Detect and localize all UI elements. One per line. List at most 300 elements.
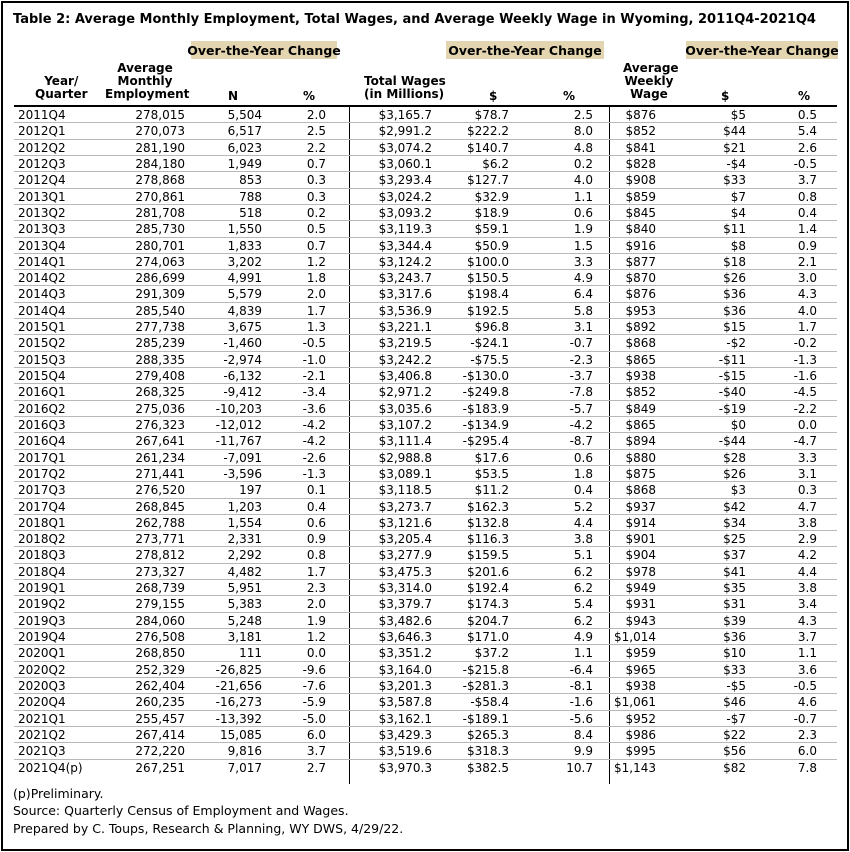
quarter-cell: 2017Q4: [18, 499, 66, 514]
awage-change-pct-cell: 4.6: [797, 695, 817, 710]
total-wages-cell: $2,971.2: [378, 385, 432, 400]
total-wages-cell: $3,243.7: [378, 271, 432, 286]
wage-change-pct-cell: 2.5: [573, 108, 593, 122]
avg-weekly-wage-cell: $908: [625, 173, 656, 188]
wage-change-pct-cell: 1.9: [573, 222, 593, 237]
awage-change-pct-cell: 0.8: [797, 189, 817, 204]
emp-change-pct-cell: -3.6: [302, 401, 326, 416]
wage-change-pct-cell: 6.2: [573, 581, 593, 596]
employment-cell: 252,329: [135, 662, 185, 677]
awage-change-dollar-cell: -$7: [726, 711, 746, 726]
employment-cell: 278,812: [135, 548, 185, 563]
quarter-cell: 2019Q4: [18, 630, 66, 644]
emp-change-pct-cell: 2.2: [306, 140, 326, 155]
total-wages-cell: $3,482.6: [378, 613, 432, 628]
total-wages-cell: $3,093.2: [378, 205, 432, 220]
wage-change-dollar-cell: $100.0: [467, 254, 509, 269]
awage-change-pct-cell: -0.2: [793, 336, 817, 351]
employment-cell: 280,701: [135, 238, 185, 253]
awage-change-dollar-cell: $39: [723, 613, 746, 628]
awage-change-pct-cell: 1.7: [797, 320, 817, 335]
awage-change-pct-cell: 2.1: [797, 254, 817, 269]
total-wages-cell: $3,646.3: [378, 630, 432, 644]
quarter-cell: 2013Q1: [18, 189, 66, 204]
quarter-cell: 2018Q2: [18, 532, 66, 547]
awage-change-dollar-cell: -$19: [718, 401, 746, 416]
awage-change-pct-cell: 1.4: [797, 222, 817, 237]
emp-change-pct-cell: 1.9: [306, 613, 326, 628]
avg-weekly-wage-cell: $914: [625, 515, 656, 530]
emp-change-pct-cell: 0.9: [306, 532, 326, 547]
table-row: [14, 531, 837, 547]
avg-weekly-wage-cell: $880: [625, 450, 656, 465]
total-wages-cell: $3,119.3: [378, 222, 432, 237]
quarter-cell: 2014Q3: [18, 287, 66, 302]
awage-change-pct-cell: -4.7: [793, 434, 817, 449]
employment-cell: 285,540: [135, 303, 185, 318]
wage-change-dollar-cell: $222.2: [467, 124, 509, 139]
quarter-cell: 2012Q4: [18, 173, 66, 188]
avg-weekly-wage-cell: $892: [625, 320, 656, 335]
header-employment-line1: Average: [117, 61, 173, 75]
emp-change-n-cell: -9,412: [223, 385, 262, 400]
employment-cell: 268,850: [135, 646, 185, 661]
total-wages-cell: $3,406.8: [378, 369, 432, 383]
emp-change-n-cell: 15,085: [220, 727, 262, 742]
header-avg-weekly-line2: Weekly: [624, 74, 674, 88]
quarter-cell: 2021Q1: [18, 711, 66, 726]
table-row: [14, 140, 837, 156]
wage-change-dollar-cell: $17.6: [474, 450, 509, 465]
avg-weekly-wage-cell: $952: [625, 711, 656, 726]
avg-weekly-wage-cell: $937: [625, 499, 656, 514]
table-row: [14, 662, 837, 678]
employment-cell: 276,520: [135, 483, 185, 498]
employment-cell: 268,739: [135, 581, 185, 596]
emp-change-n-cell: 788: [239, 189, 262, 204]
wage-change-pct-cell: -8.1: [569, 678, 593, 693]
wage-change-dollar-cell: $204.7: [467, 613, 509, 628]
employment-cell: 267,414: [135, 727, 185, 742]
quarter-cell: 2018Q3: [18, 548, 66, 563]
table-row: [14, 303, 837, 319]
wage-change-dollar-cell: $53.5: [474, 466, 509, 481]
wage-change-pct-cell: 4.0: [573, 173, 593, 188]
employment-cell: 275,036: [135, 401, 185, 416]
wage-change-dollar-cell: $78.7: [474, 108, 509, 122]
awage-change-pct-cell: -2.2: [793, 401, 817, 416]
wage-change-dollar-cell: -$24.1: [470, 336, 509, 351]
awage-change-pct-cell: 0.4: [797, 205, 817, 220]
wage-change-dollar-cell: $59.1: [474, 222, 509, 237]
employment-cell: 285,730: [135, 222, 185, 237]
emp-change-pct-cell: 2.5: [306, 124, 326, 139]
total-wages-cell: $3,089.1: [378, 466, 432, 481]
avg-weekly-wage-cell: $959: [625, 646, 656, 661]
avg-weekly-wage-cell: $852: [625, 124, 656, 139]
total-wages-cell: $3,024.2: [378, 189, 432, 204]
wage-change-pct-cell: 5.4: [573, 597, 593, 612]
total-wages-cell: $3,035.6: [378, 401, 432, 416]
employment-cell: 262,404: [135, 678, 185, 693]
wage-change-dollar-cell: $162.3: [467, 499, 509, 514]
emp-change-n-cell: 7,017: [227, 760, 262, 775]
awage-change-dollar-cell: $3: [730, 483, 746, 498]
table-row: [14, 596, 837, 612]
awage-change-pct-cell: -0.5: [793, 156, 817, 171]
wage-change-dollar-cell: $18.9: [474, 205, 509, 220]
quarter-cell: 2019Q3: [18, 613, 66, 628]
employment-cell: 267,251: [135, 760, 185, 775]
avg-weekly-wage-cell: $828: [625, 156, 656, 171]
awage-change-pct-cell: 3.8: [797, 515, 817, 530]
awage-change-dollar-cell: $56: [723, 744, 746, 759]
total-wages-cell: $3,111.4: [378, 434, 432, 449]
employment-cell: 262,788: [135, 515, 185, 530]
awage-change-dollar-cell: -$40: [718, 385, 746, 400]
emp-change-pct-cell: 0.3: [306, 173, 326, 188]
table-row: [14, 238, 837, 254]
emp-change-n-cell: 4,482: [227, 564, 262, 579]
awage-change-dollar-cell: $82: [723, 760, 746, 775]
awage-change-pct-cell: 0.3: [797, 483, 817, 498]
wage-change-pct-cell: -8.7: [569, 434, 593, 449]
awage-change-dollar-cell: $25: [723, 532, 746, 547]
awage-change-dollar-cell: $15: [723, 320, 746, 335]
quarter-cell: 2017Q3: [18, 483, 66, 498]
emp-change-n-cell: -21,656: [215, 678, 262, 693]
table-row: [14, 727, 837, 743]
awage-change-pct-cell: 5.4: [797, 124, 817, 139]
emp-change-pct-cell: -1.0: [302, 352, 326, 367]
emp-change-n-cell: 197: [239, 483, 262, 498]
table-row: [14, 433, 837, 449]
awage-change-pct-cell: 3.6: [797, 662, 817, 677]
awage-change-dollar-cell: $11: [723, 222, 746, 237]
wage-change-pct-cell: -6.4: [569, 662, 593, 677]
total-wages-cell: $3,164.0: [378, 662, 432, 677]
avg-weekly-wage-cell: $931: [625, 597, 656, 612]
table-row: [14, 270, 837, 286]
awage-change-dollar-cell: $10: [723, 646, 746, 661]
emp-change-pct-cell: 2.7: [306, 760, 326, 775]
wage-change-pct-cell: 0.6: [573, 450, 593, 465]
awage-change-dollar-cell: $33: [723, 173, 746, 188]
avg-weekly-wage-cell: $870: [625, 271, 656, 286]
emp-change-n-cell: -7,091: [223, 450, 262, 465]
emp-change-pct-cell: 0.8: [306, 548, 326, 563]
quarter-cell: 2013Q3: [18, 222, 66, 237]
employment-cell: 255,457: [135, 711, 185, 726]
wage-change-dollar-cell: $198.4: [467, 287, 509, 302]
employment-cell: 276,508: [135, 630, 185, 644]
emp-change-n-cell: -3,596: [223, 466, 262, 481]
table-row: [14, 694, 837, 710]
quarter-cell: 2015Q2: [18, 336, 66, 351]
header-quarter: [35, 75, 88, 101]
quarter-cell: 2015Q1: [18, 320, 66, 335]
wage-change-pct-cell: 4.8: [573, 140, 593, 155]
emp-change-pct-cell: 1.2: [306, 254, 326, 269]
table-row: [14, 678, 837, 694]
awage-change-dollar-cell: $5: [730, 108, 746, 122]
awage-change-dollar-cell: $41: [723, 564, 746, 579]
avg-weekly-wage-cell: $938: [625, 678, 656, 693]
quarter-cell: 2013Q4: [18, 238, 66, 253]
quarter-cell: 2020Q3: [18, 678, 66, 693]
quarter-cell: 2015Q4: [18, 369, 66, 383]
quarter-cell: 2016Q2: [18, 401, 66, 416]
total-wages-cell: $3,429.3: [378, 727, 432, 742]
wage-change-pct-cell: 10.7: [566, 760, 593, 775]
quarter-cell: 2020Q1: [18, 646, 66, 661]
quarter-cell: 2014Q2: [18, 271, 66, 286]
awage-change-dollar-cell: -$44: [718, 434, 746, 449]
weekly-wage-change-band: Over-the-Year Change: [685, 42, 839, 58]
emp-change-n-cell: -10,203: [215, 401, 262, 416]
emp-change-n-cell: 6,023: [227, 140, 262, 155]
quarter-cell: 2014Q1: [18, 254, 66, 269]
wage-change-dollar-cell: $382.5: [467, 760, 509, 775]
emp-change-n-cell: 1,550: [227, 222, 262, 237]
employment-cell: 281,708: [135, 205, 185, 220]
emp-change-pct-cell: -4.2: [302, 417, 326, 432]
awage-change-pct-cell: -1.6: [793, 369, 817, 383]
table-row: [14, 221, 837, 237]
wage-change-dollar-cell: -$183.9: [462, 401, 509, 416]
total-wages-cell: $3,293.4: [378, 173, 432, 188]
total-wages-cell: $3,118.5: [378, 483, 432, 498]
awage-change-pct-cell: 2.9: [797, 532, 817, 547]
wage-change-pct-cell: 5.8: [573, 303, 593, 318]
header-quarter-line1: Year/: [44, 74, 79, 88]
employment-cell: 278,015: [135, 108, 185, 122]
awage-change-pct-cell: 1.1: [797, 646, 817, 661]
employment-cell: 278,868: [135, 173, 185, 188]
awage-change-dollar-cell: $26: [723, 271, 746, 286]
total-wages-cell: $2,988.8: [378, 450, 432, 465]
emp-change-pct-cell: 0.0: [306, 646, 326, 661]
awage-change-pct-cell: 3.7: [797, 173, 817, 188]
avg-weekly-wage-cell: $868: [625, 336, 656, 351]
employment-cell: 279,408: [135, 369, 185, 383]
total-wages-cell: $3,475.3: [378, 564, 432, 579]
awage-change-dollar-cell: -$11: [718, 352, 746, 367]
wage-change-pct-cell: 1.1: [573, 646, 593, 661]
table-row: [14, 645, 837, 661]
header-wages-line2: (in Millions): [364, 87, 445, 101]
quarter-cell: 2016Q4: [18, 434, 66, 449]
employment-cell: 260,235: [135, 695, 185, 710]
wage-change-dollar-cell: -$58.4: [470, 695, 509, 710]
total-wages-cell: $3,124.2: [378, 254, 432, 269]
awage-change-pct-cell: 3.3: [797, 450, 817, 465]
emp-change-pct-cell: 0.4: [306, 499, 326, 514]
avg-weekly-wage-cell: $876: [625, 108, 656, 122]
wage-change-dollar-cell: $201.6: [467, 564, 509, 579]
awage-change-pct-cell: 3.1: [797, 466, 817, 481]
emp-change-n-cell: 5,248: [227, 613, 262, 628]
awage-change-dollar-cell: -$5: [726, 678, 746, 693]
emp-change-n-cell: -2,974: [223, 352, 262, 367]
wage-change-dollar-cell: -$75.5: [470, 352, 509, 367]
emp-change-pct-cell: 0.2: [306, 205, 326, 220]
awage-change-dollar-cell: -$4: [726, 156, 746, 171]
emp-change-n-cell: -26,825: [215, 662, 262, 677]
awage-change-pct-cell: 3.7: [797, 630, 817, 644]
wage-change-dollar-cell: -$249.8: [462, 385, 509, 400]
avg-weekly-wage-cell: $904: [625, 548, 656, 563]
quarter-cell: 2019Q2: [18, 597, 66, 612]
avg-weekly-wage-cell: $938: [625, 369, 656, 383]
header-n: N: [228, 89, 239, 103]
emp-change-pct-cell: 0.6: [306, 515, 326, 530]
awage-change-pct-cell: 0.9: [797, 238, 817, 253]
wage-change-dollar-cell: $174.3: [467, 597, 509, 612]
avg-weekly-wage-cell: $859: [625, 189, 656, 204]
awage-change-dollar-cell: $28: [723, 450, 746, 465]
employment-cell: 274,063: [135, 254, 185, 269]
table-row: [14, 629, 837, 645]
quarter-cell: 2021Q3: [18, 744, 66, 759]
employment-cell: 261,234: [135, 450, 185, 465]
avg-weekly-wage-cell: $953: [625, 303, 656, 318]
wage-change-pct-cell: 6.4: [573, 287, 593, 302]
avg-weekly-wage-cell: $965: [625, 662, 656, 677]
awage-change-pct-cell: 4.7: [797, 499, 817, 514]
header-awage-dollar: $: [721, 89, 730, 103]
wage-change-pct-cell: 6.2: [573, 613, 593, 628]
emp-change-n-cell: 1,949: [227, 156, 262, 171]
wage-change-dollar-cell: $192.5: [467, 303, 509, 318]
wage-change-pct-cell: 9.9: [573, 744, 593, 759]
employment-cell: 284,180: [135, 156, 185, 171]
avg-weekly-wage-cell: $916: [625, 238, 656, 253]
header-wages-line1: Total Wages: [364, 74, 446, 88]
table-title: Table 2: Average Monthly Employment, Total Wages, and Average Weekly Wage in Wyoming, 2011Q4-2021Q4: [13, 12, 816, 27]
header-awage-pct: %: [798, 89, 811, 103]
avg-weekly-wage-cell: $901: [625, 532, 656, 547]
awage-change-pct-cell: 4.4: [797, 564, 817, 579]
awage-change-pct-cell: 4.0: [797, 303, 817, 318]
emp-change-pct-cell: 2.0: [306, 287, 326, 302]
awage-change-dollar-cell: $36: [723, 630, 746, 644]
emp-change-n-cell: -13,392: [215, 711, 262, 726]
total-wages-cell: $3,351.2: [378, 646, 432, 661]
wage-change-pct-cell: 5.2: [573, 499, 593, 514]
avg-weekly-wage-cell: $1,061: [614, 695, 656, 710]
wage-change-dollar-cell: -$281.3: [462, 678, 509, 693]
emp-change-n-cell: -6,132: [223, 369, 262, 383]
awage-change-dollar-cell: $0: [730, 417, 746, 432]
table-row: [14, 417, 837, 433]
emp-change-pct-cell: 1.8: [306, 271, 326, 286]
wage-change-pct-cell: -0.7: [569, 336, 593, 351]
wage-change-dollar-cell: $192.4: [467, 581, 509, 596]
wage-change-dollar-cell: $96.8: [474, 320, 509, 335]
wage-change-pct-cell: -4.2: [569, 417, 593, 432]
wage-change-pct-cell: -7.8: [569, 385, 593, 400]
header-total-wages: [364, 75, 446, 101]
table-row: [14, 401, 837, 417]
emp-change-pct-cell: -2.1: [302, 369, 326, 383]
total-wages-cell: $3,107.2: [378, 417, 432, 432]
table-row: [14, 613, 837, 629]
emp-change-pct-cell: -5.0: [302, 711, 326, 726]
emp-change-pct-cell: 1.7: [306, 564, 326, 579]
wage-change-dollar-cell: $6.2: [482, 156, 509, 171]
quarter-cell: 2015Q3: [18, 352, 66, 367]
awage-change-pct-cell: 4.3: [797, 287, 817, 302]
wage-change-pct-cell: -2.3: [569, 352, 593, 367]
table-row: [14, 205, 837, 221]
emp-change-pct-cell: 2.3: [306, 581, 326, 596]
table-row: [14, 580, 837, 596]
footnote-preliminary: (p)Preliminary.: [13, 786, 104, 801]
wage-change-pct-cell: 8.0: [573, 124, 593, 139]
total-wages-cell: $3,162.1: [378, 711, 432, 726]
emp-change-pct-cell: 0.7: [306, 238, 326, 253]
total-wages-cell: $2,991.2: [378, 124, 432, 139]
awage-change-pct-cell: -1.3: [793, 352, 817, 367]
employment-cell: 288,335: [135, 352, 185, 367]
emp-change-n-cell: -11,767: [215, 434, 262, 449]
avg-weekly-wage-cell: $865: [625, 352, 656, 367]
total-wages-cell: $3,205.4: [378, 532, 432, 547]
wage-change-dollar-cell: $37.2: [474, 646, 509, 661]
header-avg-weekly-line1: Average: [623, 61, 679, 75]
emp-change-pct-cell: 0.1: [306, 483, 326, 498]
table-row: [14, 254, 837, 270]
awage-change-dollar-cell: $44: [723, 124, 746, 139]
emp-change-pct-cell: 3.7: [306, 744, 326, 759]
quarter-cell: 2016Q3: [18, 417, 66, 432]
table-row: [14, 450, 837, 466]
avg-weekly-wage-cell: $876: [625, 287, 656, 302]
wage-change-pct-cell: 5.1: [573, 548, 593, 563]
awage-change-dollar-cell: $35: [723, 581, 746, 596]
quarter-cell: 2021Q2: [18, 727, 66, 742]
emp-change-pct-cell: 1.3: [306, 320, 326, 335]
quarter-cell: 2012Q2: [18, 140, 66, 155]
header-avg-weekly: [623, 61, 679, 101]
table-row: [14, 515, 837, 531]
total-wages-cell: $3,277.9: [378, 548, 432, 563]
avg-weekly-wage-cell: $852: [625, 385, 656, 400]
awage-change-dollar-cell: $33: [723, 662, 746, 677]
emp-change-pct-cell: 1.7: [306, 303, 326, 318]
wage-change-dollar-cell: $265.3: [467, 727, 509, 742]
avg-weekly-wage-cell: $949: [625, 581, 656, 596]
wage-change-dollar-cell: $140.7: [467, 140, 509, 155]
avg-weekly-wage-cell: $986: [625, 727, 656, 742]
wage-change-pct-cell: 1.8: [573, 466, 593, 481]
avg-weekly-wage-cell: $995: [625, 744, 656, 759]
employment-cell: 270,073: [135, 124, 185, 139]
total-wages-cell: $3,317.6: [378, 287, 432, 302]
wage-change-dollar-cell: $159.5: [467, 548, 509, 563]
wage-change-dollar-cell: $318.3: [467, 744, 509, 759]
emp-change-n-cell: 1,833: [227, 238, 262, 253]
total-wages-cell: $3,221.1: [378, 320, 432, 335]
employment-cell: 272,220: [135, 744, 185, 759]
quarter-cell: 2012Q1: [18, 124, 66, 139]
wage-change-pct-cell: 1.5: [573, 238, 593, 253]
avg-weekly-wage-cell: $845: [625, 205, 656, 220]
wage-change-pct-cell: -3.7: [569, 369, 593, 383]
awage-change-dollar-cell: $18: [723, 254, 746, 269]
emp-change-n-cell: 2,292: [227, 548, 262, 563]
